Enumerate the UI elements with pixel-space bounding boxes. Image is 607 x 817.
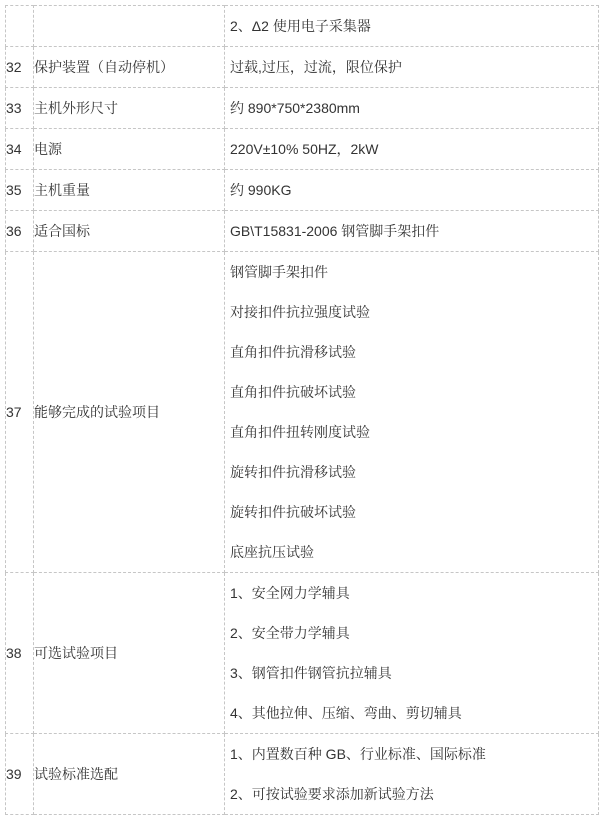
table-row <box>6 6 599 47</box>
table-row <box>6 573 599 734</box>
row-label: 电源 <box>34 129 225 170</box>
row-number: 34 <box>6 129 34 170</box>
table-row <box>6 734 599 815</box>
row-value <box>225 573 599 734</box>
table-row <box>6 129 599 170</box>
row-number: 37 <box>6 252 34 573</box>
table-row <box>6 170 599 211</box>
value-line: 4、其他拉伸、压缩、弯曲、剪切辅具 <box>230 705 462 721</box>
row-label: 保护装置（自动停机） <box>34 47 225 88</box>
row-value <box>225 734 599 815</box>
row-value <box>225 47 599 88</box>
row-value <box>225 170 599 211</box>
value-line: 约 890*750*2380mm <box>230 100 360 116</box>
row-label: 试验标准选配 <box>34 734 225 815</box>
value-line: 直角扣件抗破坏试验 <box>230 384 356 400</box>
value-line: 2、安全带力学辅具 <box>230 625 350 641</box>
row-label <box>34 6 225 47</box>
row-number: 32 <box>6 47 34 88</box>
value-line: 旋转扣件抗滑移试验 <box>230 464 356 480</box>
row-label: 可选试验项目 <box>34 573 225 734</box>
table-row <box>6 211 599 252</box>
row-number <box>6 6 34 47</box>
row-number: 35 <box>6 170 34 211</box>
value-line: 约 990KG <box>230 182 292 198</box>
row-label: 主机外形尺寸 <box>34 88 225 129</box>
value-line: 3、钢管扣件钢管抗拉辅具 <box>230 665 392 681</box>
value-line: 1、内置数百种 GB、行业标准、国际标准 <box>230 746 486 762</box>
value-line: 2、Δ2 使用电子采集器 <box>230 18 371 34</box>
row-value <box>225 129 599 170</box>
row-label: 主机重量 <box>34 170 225 211</box>
table-row <box>6 252 599 573</box>
value-line: 钢管脚手架扣件 <box>230 264 328 280</box>
value-line: 直角扣件扭转刚度试验 <box>230 424 370 440</box>
row-number: 39 <box>6 734 34 815</box>
value-line: 旋转扣件抗破坏试验 <box>230 504 356 520</box>
spec-table-body <box>6 6 599 815</box>
value-line: 过载,过压，过流，限位保护 <box>230 59 402 75</box>
row-number: 38 <box>6 573 34 734</box>
row-value <box>225 88 599 129</box>
value-line: 220V±10% 50HZ，2kW <box>230 141 379 157</box>
spec-table <box>5 5 599 815</box>
row-label: 能够完成的试验项目 <box>34 252 225 573</box>
value-line: 底座抗压试验 <box>230 544 314 560</box>
row-number: 33 <box>6 88 34 129</box>
value-line: GB\T15831-2006 钢管脚手架扣件 <box>230 223 440 239</box>
row-value <box>225 252 599 573</box>
value-line: 直角扣件抗滑移试验 <box>230 344 356 360</box>
value-line: 2、可按试验要求添加新试验方法 <box>230 786 434 802</box>
table-row <box>6 47 599 88</box>
row-label: 适合国标 <box>34 211 225 252</box>
value-line: 对接扣件抗拉强度试验 <box>230 304 370 320</box>
row-number: 36 <box>6 211 34 252</box>
table-row <box>6 88 599 129</box>
row-value <box>225 6 599 47</box>
value-line: 1、安全网力学辅具 <box>230 585 350 601</box>
row-value <box>225 211 599 252</box>
